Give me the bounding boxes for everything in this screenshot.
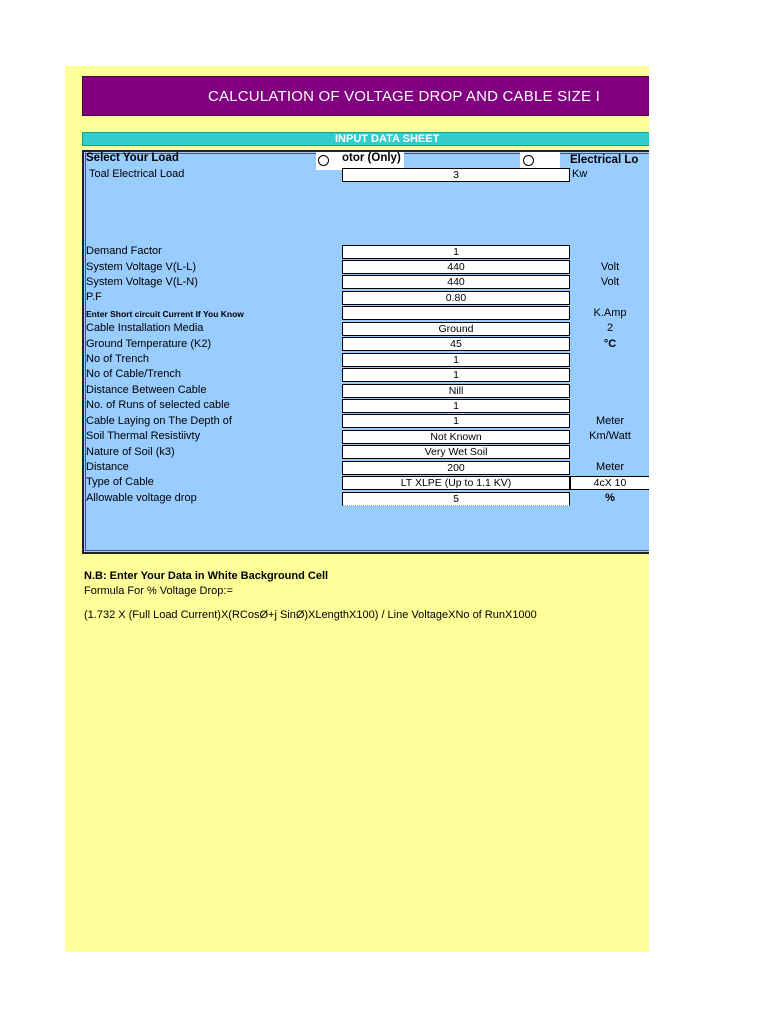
no-trench-label: No of Trench [86, 353, 149, 365]
cable-per-trench-label: No of Cable/Trench [86, 368, 181, 380]
spreadsheet-area [65, 66, 649, 952]
distance-unit: Meter [595, 461, 625, 473]
cable-type-label: Type of Cable [86, 476, 154, 488]
section-header-label: INPUT DATA SHEET [335, 133, 440, 145]
voltage-ln-unit: Volt [600, 276, 620, 288]
short-circuit-unit: K.Amp [593, 307, 627, 319]
total-load-input[interactable]: 3 [342, 168, 570, 182]
install-media-input[interactable]: Ground [342, 322, 570, 336]
page-title: CALCULATION OF VOLTAGE DROP AND CABLE SIZE I [208, 88, 600, 105]
voltage-ll-unit: Volt [600, 261, 620, 273]
cable-type-input[interactable]: LT XLPE (Up to 1.1 KV) [342, 476, 570, 490]
runs-input[interactable]: 1 [342, 399, 570, 413]
radio-electrical-icon[interactable] [523, 155, 534, 166]
thermal-res-label: Soil Thermal Resistiivty [86, 430, 201, 442]
cable-size-cell: 4cX 10 [570, 476, 649, 490]
formula-label: Formula For % Voltage Drop:= [84, 585, 233, 597]
no-trench-input[interactable]: 1 [342, 353, 570, 367]
install-media-label: Cable Installation Media [86, 322, 204, 334]
voltage-ln-label: System Voltage V(L-N) [86, 276, 198, 288]
distance-input[interactable]: 200 [342, 461, 570, 475]
pf-input[interactable]: 0.80 [342, 291, 570, 305]
select-load-label: Select Your Load [86, 152, 179, 164]
short-circuit-input[interactable] [342, 306, 570, 320]
pf-label: P.F [86, 291, 102, 303]
demand-factor-label: Demand Factor [86, 245, 162, 257]
cable-per-trench-input[interactable]: 1 [342, 368, 570, 382]
demand-factor-input[interactable]: 1 [342, 245, 570, 259]
input-panel [82, 150, 649, 554]
allow-drop-unit: % [605, 492, 615, 504]
total-load-label: Toal Electrical Load [89, 168, 185, 180]
ground-temp-input[interactable]: 45 [342, 337, 570, 351]
voltage-ln-input[interactable]: 440 [342, 275, 570, 289]
thermal-res-unit: Km/Watt [589, 430, 631, 442]
allow-drop-label: Allowable voltage drop [86, 492, 197, 504]
distance-label: Distance [86, 461, 129, 473]
allow-drop-input[interactable]: 5 [342, 492, 570, 506]
distance-between-label: Distance Between Cable [86, 384, 207, 396]
nb-note: N.B: Enter Your Data in White Background Cell [84, 570, 329, 582]
formula-text: (1.732 X (Full Load Current)X(RCosØ+j SinØ)XLengthX100) / Line VoltageXNo of RunX1000 [84, 609, 537, 621]
title-bar [82, 76, 649, 116]
voltage-ll-input[interactable]: 440 [342, 260, 570, 274]
voltage-ll-label: System Voltage V(L-L) [86, 261, 197, 273]
short-circuit-label: Enter Short circuit Current If You Know [86, 309, 244, 319]
total-load-unit: Kw [572, 168, 588, 180]
radio-motor-icon[interactable] [318, 155, 329, 166]
ground-temp-unit: °C [603, 338, 617, 350]
radio-motor-label: otor (Only) [342, 152, 401, 164]
install-media-unit: 2 [606, 322, 614, 334]
nature-soil-input[interactable]: Very Wet Soil [342, 445, 570, 459]
thermal-res-input[interactable]: Not Known [342, 430, 570, 444]
radio-electrical-label: Electrical Lo [570, 154, 639, 166]
laying-depth-input[interactable]: 1 [342, 414, 570, 428]
section-header [82, 132, 649, 146]
laying-depth-label: Cable Laying on The Depth of [86, 415, 232, 427]
distance-between-input[interactable]: Nill [342, 384, 570, 398]
nature-soil-label: Nature of Soil (k3) [86, 446, 175, 458]
runs-label: No. of Runs of selected cable [86, 399, 230, 411]
ground-temp-label: Ground Temperature (K2) [86, 338, 212, 350]
laying-depth-unit: Meter [595, 415, 625, 427]
